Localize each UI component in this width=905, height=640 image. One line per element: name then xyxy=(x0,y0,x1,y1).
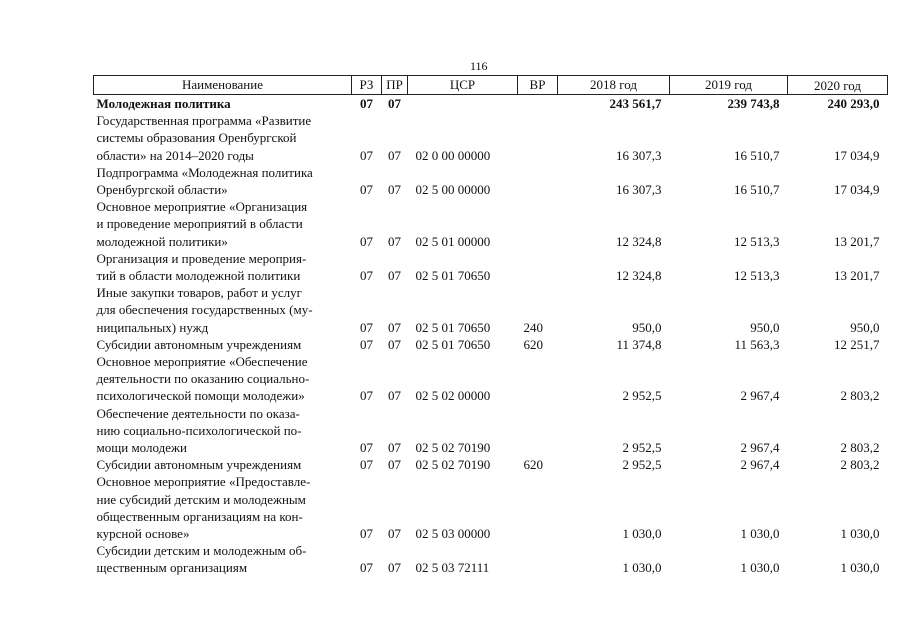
row-value-2019: 2 967,4 xyxy=(740,388,780,404)
row-value-2020: 17 034,9 xyxy=(834,182,880,198)
row-name xyxy=(94,198,352,250)
row-name-line: курсной основе» xyxy=(96,526,190,542)
row-name xyxy=(94,95,352,113)
row-name-line: нию социально-психологической по- xyxy=(96,422,302,438)
row-csr: 02 5 02 70190 xyxy=(415,440,491,456)
row-value-2020: 12 251,7 xyxy=(834,336,880,352)
table-row xyxy=(94,250,888,284)
row-pr: 07 xyxy=(388,526,401,542)
row-value-2018: 12 324,8 xyxy=(616,268,662,284)
row-csr: 02 5 01 70650 xyxy=(415,336,491,352)
row-vr xyxy=(518,353,558,405)
row-value-2020: 240 293,0 xyxy=(827,96,880,111)
row-name xyxy=(94,164,352,198)
table-row xyxy=(94,336,888,353)
row-vr xyxy=(518,250,558,284)
row-rz: 07 xyxy=(360,336,373,352)
row-pr: 07 xyxy=(388,440,401,456)
row-value-2019: 2 967,4 xyxy=(740,457,780,473)
table-row xyxy=(94,405,888,457)
row-csr: 02 5 01 70650 xyxy=(415,319,491,335)
row-value-2018: 2 952,5 xyxy=(622,440,662,456)
row-vr xyxy=(518,198,558,250)
row-value-2018: 1 030,0 xyxy=(622,526,662,542)
row-vr xyxy=(518,112,558,164)
row-value-2018: 243 561,7 xyxy=(609,96,662,111)
row-name xyxy=(94,405,352,457)
row-name-line: деятельности по оказанию социально- xyxy=(96,371,310,387)
row-pr: 07 xyxy=(388,147,401,163)
row-csr xyxy=(408,95,518,113)
row-csr: 02 5 03 00000 xyxy=(415,526,491,542)
row-value-2018: 2 952,5 xyxy=(622,457,662,473)
row-csr: 02 0 00 00000 xyxy=(415,147,491,163)
row-name-line: Основное мероприятие «Обеспечение xyxy=(96,354,308,370)
row-pr: 07 xyxy=(388,96,401,111)
row-name-line: Субсидии детским и молодежным об- xyxy=(96,543,307,559)
row-name xyxy=(94,336,352,353)
budget-table xyxy=(93,75,888,577)
row-name-line: Субсидии автономным учреждениям xyxy=(96,457,302,473)
table-row xyxy=(94,95,888,113)
row-pr: 07 xyxy=(388,457,401,473)
row-name-line: Основное мероприятие «Организация xyxy=(96,199,308,215)
row-value-2019: 1 030,0 xyxy=(740,560,780,576)
table-header xyxy=(94,76,888,95)
row-name-line: щественным организациям xyxy=(96,560,248,576)
row-rz: 07 xyxy=(360,147,373,163)
row-rz: 07 xyxy=(360,233,373,249)
row-rz: 07 xyxy=(360,457,373,473)
row-vr xyxy=(518,542,558,576)
row-rz: 07 xyxy=(360,388,373,404)
row-vr: 620 xyxy=(523,336,543,352)
row-rz: 07 xyxy=(360,440,373,456)
row-value-2020: 1 030,0 xyxy=(840,560,880,576)
row-name-line: области» на 2014–2020 годы xyxy=(96,147,254,163)
row-vr xyxy=(518,164,558,198)
row-value-2019: 2 967,4 xyxy=(740,440,780,456)
row-name-line: Организация и проведение мероприя- xyxy=(96,250,307,266)
row-value-2020: 950,0 xyxy=(850,319,880,335)
row-pr: 07 xyxy=(388,336,401,352)
row-value-2018: 11 374,8 xyxy=(616,336,662,352)
row-vr: 620 xyxy=(523,457,543,473)
header-2018: 2018 год xyxy=(558,76,670,95)
row-value-2019: 12 513,3 xyxy=(734,268,780,284)
row-vr xyxy=(518,405,558,457)
row-value-2018: 1 030,0 xyxy=(622,560,662,576)
row-rz: 07 xyxy=(360,182,373,198)
row-name-line: системы образования Оренбургской xyxy=(96,130,297,146)
row-name-line: ниципальных) нужд xyxy=(96,319,209,335)
row-value-2019: 16 510,7 xyxy=(734,147,780,163)
row-csr: 02 5 01 00000 xyxy=(415,233,491,249)
row-rz: 07 xyxy=(360,560,373,576)
row-value-2020: 2 803,2 xyxy=(840,457,880,473)
row-pr: 07 xyxy=(388,182,401,198)
row-name-line: Молодежная политика xyxy=(96,96,231,111)
row-rz: 07 xyxy=(360,319,373,335)
header-pr: ПР xyxy=(382,76,408,95)
row-value-2018: 16 307,3 xyxy=(616,182,662,198)
page-number: 116 xyxy=(470,59,488,73)
row-value-2019: 11 563,3 xyxy=(734,336,780,352)
row-rz: 07 xyxy=(360,268,373,284)
row-csr: 02 5 02 70190 xyxy=(415,457,491,473)
row-vr xyxy=(518,473,558,542)
row-pr: 07 xyxy=(388,233,401,249)
row-rz: 07 xyxy=(360,96,373,111)
row-name-line: Государственная программа «Развитие xyxy=(96,113,312,129)
row-name-line: психологической помощи молодежи» xyxy=(96,388,305,404)
table-row xyxy=(94,198,888,250)
row-name xyxy=(94,284,352,336)
row-value-2018: 16 307,3 xyxy=(616,147,662,163)
row-value-2020: 13 201,7 xyxy=(834,268,880,284)
row-name-line: Субсидии автономным учреждениям xyxy=(96,336,302,352)
budget-table-container xyxy=(93,75,887,577)
row-value-2020: 1 030,0 xyxy=(840,526,880,542)
row-value-2019: 16 510,7 xyxy=(734,182,780,198)
row-name-line: общественным организациям на кон- xyxy=(96,508,303,524)
row-value-2020: 2 803,2 xyxy=(840,388,880,404)
row-pr: 07 xyxy=(388,268,401,284)
row-name-line: Подпрограмма «Молодежная политика xyxy=(96,164,313,180)
table-row xyxy=(94,112,888,164)
row-csr: 02 5 02 00000 xyxy=(415,388,491,404)
table-body xyxy=(94,95,888,577)
row-value-2019: 239 743,8 xyxy=(727,96,780,111)
row-name xyxy=(94,456,352,473)
header-2020: 2020 год xyxy=(788,76,888,95)
row-name xyxy=(94,473,352,542)
row-name-line: Основное мероприятие «Предоставле- xyxy=(96,474,311,490)
row-vr: 240 xyxy=(523,319,543,335)
row-value-2020: 17 034,9 xyxy=(834,147,880,163)
row-pr: 07 xyxy=(388,560,401,576)
row-value-2019: 12 513,3 xyxy=(734,233,780,249)
row-value-2018: 12 324,8 xyxy=(616,233,662,249)
table-row xyxy=(94,353,888,405)
header-rz: РЗ xyxy=(352,76,382,95)
row-value-2018: 2 952,5 xyxy=(622,388,662,404)
row-value-2020: 13 201,7 xyxy=(834,233,880,249)
row-rz: 07 xyxy=(360,526,373,542)
row-name-line: для обеспечения государственных (му- xyxy=(96,302,313,318)
row-name-line: мощи молодежи xyxy=(96,440,187,456)
row-value-2019: 1 030,0 xyxy=(740,526,780,542)
header-csr: ЦСР xyxy=(408,76,518,95)
row-name-line: ние субсидий детским и молодежным xyxy=(96,491,306,507)
row-value-2018: 950,0 xyxy=(632,319,662,335)
row-value-2019: 950,0 xyxy=(750,319,780,335)
row-name-line: Обеспечение деятельности по оказа- xyxy=(96,405,300,421)
header-2019: 2019 год xyxy=(670,76,788,95)
header-vr: ВР xyxy=(518,76,558,95)
row-vr xyxy=(518,95,558,113)
table-row xyxy=(94,164,888,198)
table-row xyxy=(94,542,888,576)
row-csr: 02 5 03 72111 xyxy=(415,560,490,576)
table-row xyxy=(94,284,888,336)
row-name-line: молодежной политики» xyxy=(96,233,228,249)
row-name-line: Оренбургской области» xyxy=(96,182,228,198)
table-row xyxy=(94,473,888,542)
table-row xyxy=(94,456,888,473)
row-pr: 07 xyxy=(388,388,401,404)
row-name-line: Иные закупки товаров, работ и услуг xyxy=(96,285,302,301)
row-name xyxy=(94,542,352,576)
row-name xyxy=(94,250,352,284)
header-name: Наименование xyxy=(94,76,352,95)
row-name xyxy=(94,112,352,164)
row-name-line: и проведение мероприятий в области xyxy=(96,216,303,232)
row-pr: 07 xyxy=(388,319,401,335)
row-value-2020: 2 803,2 xyxy=(840,440,880,456)
row-name xyxy=(94,353,352,405)
row-csr: 02 5 00 00000 xyxy=(415,182,491,198)
row-name-line: тий в области молодежной политики xyxy=(96,268,301,284)
row-csr: 02 5 01 70650 xyxy=(415,268,491,284)
